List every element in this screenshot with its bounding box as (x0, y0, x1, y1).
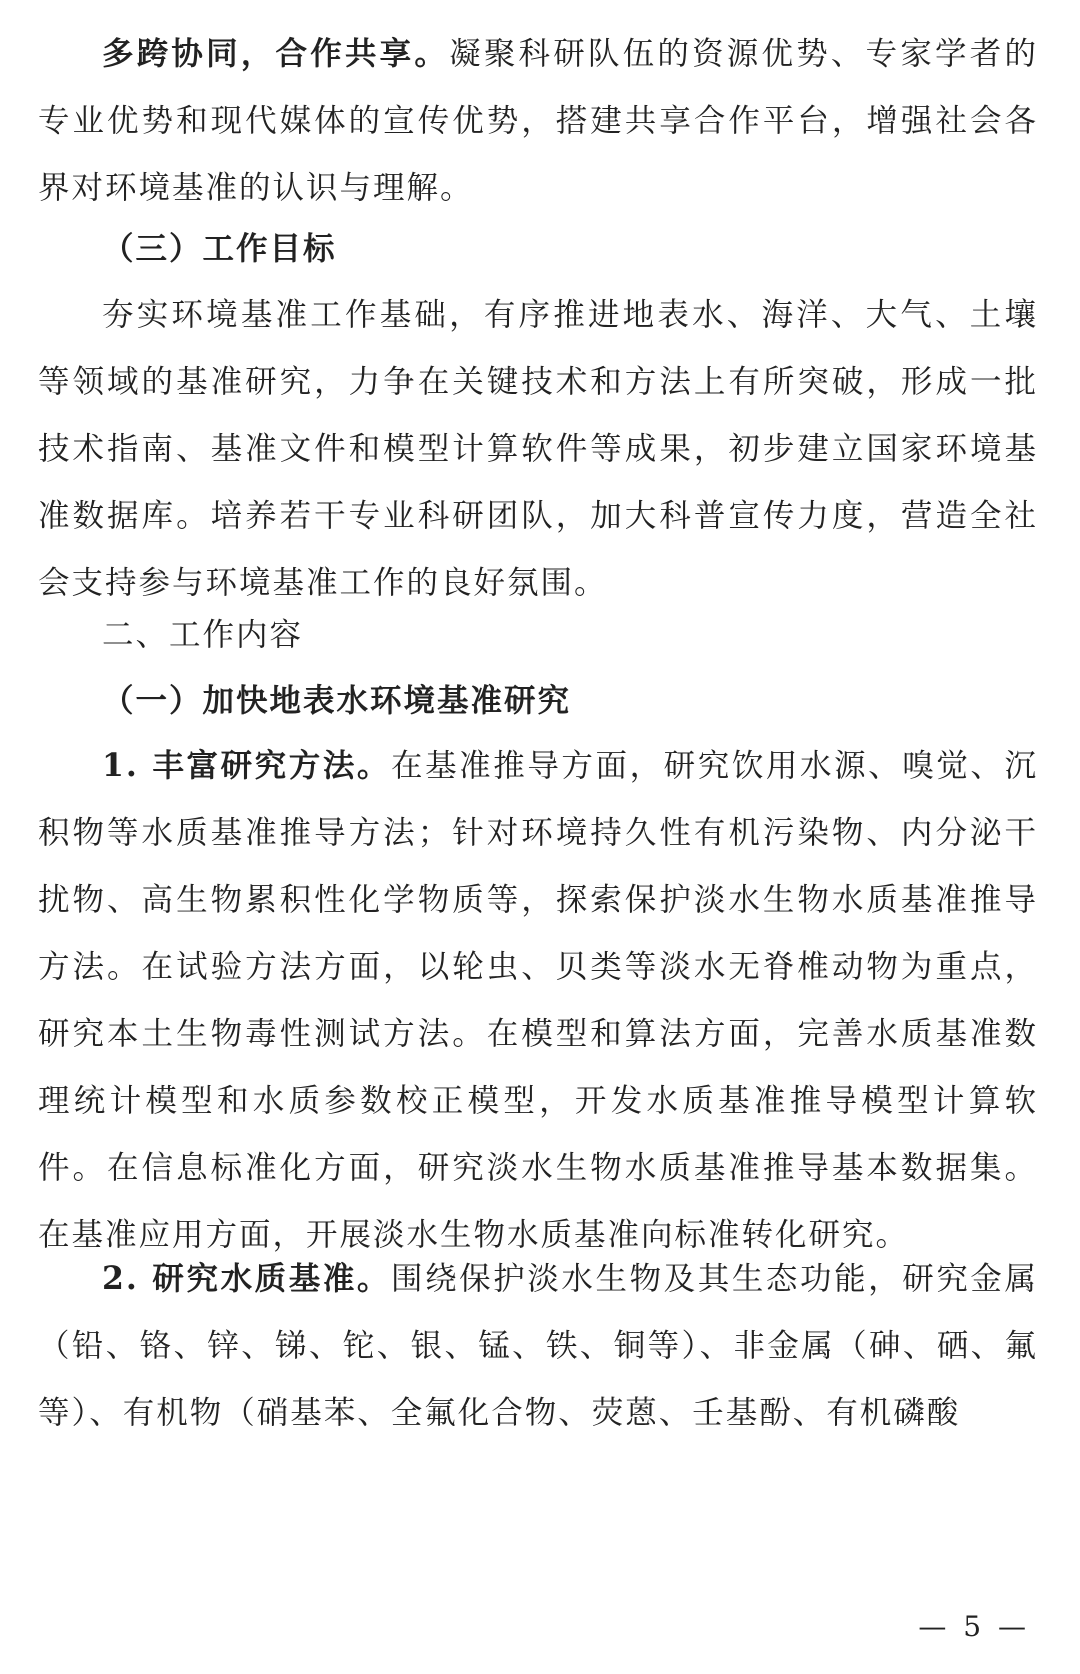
heading-work-goal: （三）工作目标 (102, 230, 337, 267)
paragraph-work-goal (38, 282, 1038, 617)
paragraph-lead-water-quality-criteria: 2. 研究水质基准。 (102, 1260, 392, 1297)
paragraph-body-research-methods: 在基准推导方面，研究饮用水源、嗅觉、沉积物等水质基准推导方法；针对环境持久性有机污染物、内分泌干扰物、高生物累积性化学物质等，探索保护淡水生物水质基准推导方法。在试验方法方面，以轮虫、贝类等淡水无脊椎动物为重点，研究本土生物毒性测试方法。在模型和算法方面，完善水质基准数理统计模型和水质参数校正模型，开发水质基准推导模型计算软件。在信息标准化方面，研究淡水生物水质基准推导基本数据集。在基准应用方面，开展淡水生物水质基准向标准转化研究。 (38, 748, 1038, 1253)
paragraph-lead-collaboration: 多跨协同，合作共享。 (102, 35, 450, 72)
paragraph-lead-research-methods: 1. 丰富研究方法。 (102, 747, 392, 784)
paragraph-water-quality-criteria (38, 1245, 1038, 1447)
paragraph-body-water-quality-criteria: 围绕保护淡水生物及其生态功能，研究金属（铅、铬、锌、锑、铊、银、锰、铁、铜等）、非金属（砷、硒、氟等）、有机物（硝基苯、全氟化合物、荧蒽、壬基酚、有机磷酸 (38, 1261, 1038, 1431)
paragraph-body-collaboration: 凝聚科研队伍的资源优势、专家学者的专业优势和现代媒体的宣传优势，搭建共享合作平台，增强社会各界对环境基准的认识与理解。 (38, 36, 1038, 206)
heading-surface-water: （一）加快地表水环境基准研究 (102, 682, 572, 719)
paragraph-collaboration (38, 20, 1038, 222)
paragraph-body-work-goal: 夯实环境基准工作基础，有序推进地表水、海洋、大气、土壤等领域的基准研究，力争在关键技术和方法上有所突破，形成一批技术指南、基准文件和模型计算软件等成果，初步建立国家环境基准数据库。培养若干专业科研团队，加大科普宣传力度，营造全社会支持参与环境基准工作的良好氛围。 (38, 297, 1038, 601)
paragraph-research-methods (38, 732, 1038, 1269)
page-number: — 5 — (918, 1610, 1030, 1643)
heading-work-content: 二、工作内容 (102, 617, 304, 653)
